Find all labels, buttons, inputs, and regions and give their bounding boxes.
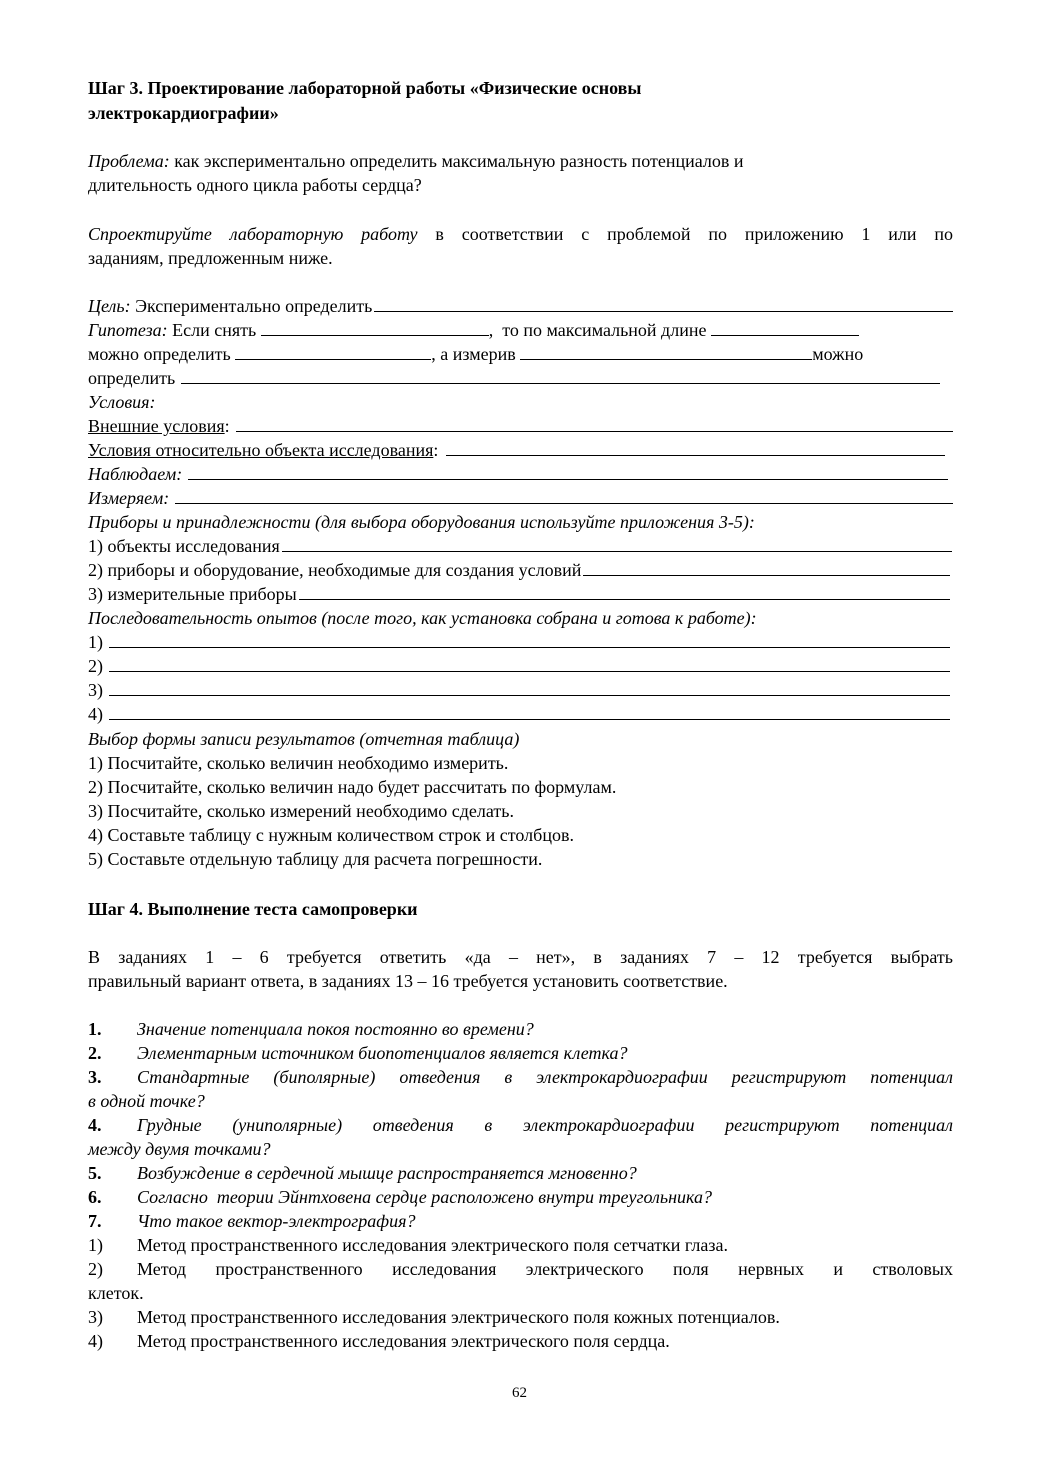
question-1: [88, 1017, 953, 1041]
goal-text: Экспериментально определить: [130, 296, 373, 316]
measure-label: Измеряем:: [88, 488, 170, 508]
hypothesis-blank3[interactable]: [235, 342, 431, 360]
option-number: 1): [88, 1235, 103, 1255]
hypothesis-text3: можно определить: [88, 344, 231, 364]
relative-conditions-label: Условия относительно объекта исследования: [88, 440, 434, 460]
external-conditions-blank[interactable]: [236, 414, 953, 432]
option-2-continuation: клеток.: [88, 1283, 144, 1303]
sequence-line-4: [88, 702, 950, 726]
design-text: в соответствии с проблемой по приложению 1 или по: [417, 224, 954, 244]
colon: :: [224, 416, 230, 436]
question-number: 1.: [88, 1019, 102, 1039]
goal-blank[interactable]: [374, 294, 953, 312]
step3-title-line1: Шаг 3. Проектирование лабораторной работы «Физические основы: [88, 78, 642, 98]
device-2-blank[interactable]: [583, 558, 950, 576]
device-3-blank[interactable]: [299, 582, 950, 600]
question-number: 4.: [88, 1115, 102, 1135]
option-text: Метод пространственного исследования электрического поля нервных и стволовых: [137, 1259, 953, 1279]
sequence-1-blank[interactable]: [109, 630, 950, 648]
external-conditions-line: [88, 414, 953, 438]
hypothesis-blank5[interactable]: [181, 366, 940, 384]
format-item-1: 1) Посчитайте, сколько величин необходимо измерить.: [88, 753, 509, 773]
relative-conditions-line: [88, 438, 945, 462]
design-label: Спроектируйте лабораторную работу: [88, 224, 418, 244]
measure-line: [88, 486, 953, 510]
question-text: Согласно теории Эйнтховена сердце расположено внутри треугольника?: [137, 1187, 712, 1207]
hypothesis-line1: [88, 318, 953, 342]
question-2: [88, 1041, 953, 1065]
step3-title-line2: электрокардиографии»: [88, 103, 279, 123]
hypothesis-blank1[interactable]: [261, 318, 489, 336]
question-text: Что такое вектор-электрография?: [137, 1211, 416, 1231]
sequence-2-num: 2): [88, 656, 103, 676]
external-conditions-label: Внешние условия: [88, 416, 225, 436]
question-text: Значение потенциала покоя постоянно во времени?: [137, 1019, 534, 1039]
question-4: [88, 1113, 953, 1137]
question-number: 7.: [88, 1211, 102, 1231]
question-number: 2.: [88, 1043, 102, 1063]
hypothesis-line3: [88, 366, 940, 390]
device-1-label: 1) объекты исследования: [88, 536, 280, 556]
question-7: [88, 1209, 953, 1233]
format-item-4: 4) Составьте таблицу с нужным количеством строк и столбцов.: [88, 825, 574, 845]
relative-conditions-blank[interactable]: [446, 438, 945, 456]
page-number: 62: [512, 1385, 527, 1401]
sequence-4-num: 4): [88, 704, 103, 724]
goal-label: Цель:: [88, 296, 131, 316]
sequence-3-num: 3): [88, 680, 103, 700]
problem-line1: [88, 149, 953, 173]
sequence-4-blank[interactable]: [109, 702, 950, 720]
devices-label: Приборы и принадлежности (для выбора оборудования используйте приложения 3-5):: [88, 512, 755, 532]
question-3-continuation: в одной точке?: [88, 1091, 205, 1111]
sequence-label: Последовательность опытов (после того, как установка собрана и готова к работе):: [88, 608, 757, 628]
option-number: 3): [88, 1307, 103, 1327]
observe-blank[interactable]: [188, 462, 948, 480]
device-line-2: [88, 558, 950, 582]
problem-line2: длительность одного цикла работы сердца?: [88, 175, 422, 195]
option-text: Метод пространственного исследования электрического поля кожных потенциалов.: [137, 1307, 780, 1327]
problem-label: Проблема:: [88, 151, 170, 171]
option-number: 2): [88, 1259, 103, 1279]
device-3-label: 3) измерительные приборы: [88, 584, 297, 604]
colon: :: [433, 440, 439, 460]
hypothesis-text2: , то по максимальной длине: [488, 320, 707, 340]
problem-text: как экспериментально определить максимальную разность потенциалов и: [169, 151, 744, 171]
sequence-line-1: [88, 630, 950, 654]
option-1: [88, 1233, 953, 1257]
question-text: Возбуждение в сердечной мышце распространяется мгновенно?: [137, 1163, 637, 1183]
hypothesis-text5: можно: [812, 344, 864, 364]
sequence-3-blank[interactable]: [109, 678, 950, 696]
conditions-label: Условия:: [88, 392, 156, 412]
step4-title: Шаг 4. Выполнение теста самопроверки: [88, 899, 418, 919]
hypothesis-blank2[interactable]: [711, 318, 859, 336]
option-number: 4): [88, 1331, 103, 1351]
option-3: [88, 1305, 953, 1329]
sequence-1-num: 1): [88, 632, 103, 652]
format-item-3: 3) Посчитайте, сколько измерений необходимо сделать.: [88, 801, 514, 821]
observe-line: [88, 462, 948, 486]
option-text: Метод пространственного исследования электрического поля сетчатки глаза.: [137, 1235, 728, 1255]
question-3: [88, 1065, 953, 1089]
design-line1: [88, 222, 953, 246]
device-line-1: [88, 534, 952, 558]
hypothesis-label: Гипотеза:: [88, 320, 168, 340]
option-2: [88, 1257, 953, 1281]
goal-line: [88, 294, 953, 318]
question-6: [88, 1185, 953, 1209]
device-line-3: [88, 582, 950, 606]
sequence-line-3: [88, 678, 950, 702]
hypothesis-text6: определить: [88, 368, 176, 388]
question-5: [88, 1161, 953, 1185]
option-text: Метод пространственного исследования электрического поля сердца.: [137, 1331, 670, 1351]
device-1-blank[interactable]: [282, 534, 952, 552]
hypothesis-line2: [88, 342, 953, 366]
option-4: [88, 1329, 953, 1353]
measure-blank[interactable]: [175, 486, 953, 504]
observe-label: Наблюдаем:: [88, 464, 183, 484]
question-4-continuation: между двумя точками?: [88, 1139, 271, 1159]
question-text: Грудные (униполярные) отведения в электрокардиографии регистрируют потенциал: [137, 1115, 953, 1135]
question-number: 5.: [88, 1163, 102, 1183]
question-text: Стандартные (биполярные) отведения в электрокардиографии регистрируют потенциал: [137, 1067, 953, 1087]
step4-intro-line2: правильный вариант ответа, в заданиях 13 – 16 требуется установить соответствие.: [88, 971, 728, 991]
question-number: 3.: [88, 1067, 102, 1087]
hypothesis-text1: Если снять: [167, 320, 257, 340]
question-number: 6.: [88, 1187, 102, 1207]
format-label: Выбор формы записи результатов (отчетная таблица): [88, 729, 520, 749]
question-text: Элементарным источником биопотенциалов является клетка?: [137, 1043, 628, 1063]
hypothesis-text4: , а измерив: [431, 344, 516, 364]
hypothesis-blank4[interactable]: [520, 342, 812, 360]
design-line2: заданиям, предложенным ниже.: [88, 248, 333, 268]
format-item-2: 2) Посчитайте, сколько величин надо будет рассчитать по формулам.: [88, 777, 617, 797]
device-2-label: 2) приборы и оборудование, необходимые для создания условий: [88, 560, 582, 580]
sequence-2-blank[interactable]: [109, 654, 950, 672]
sequence-line-2: [88, 654, 950, 678]
format-item-5: 5) Составьте отдельную таблицу для расчета погрешности.: [88, 849, 543, 869]
step4-intro-line1: В заданиях 1 – 6 требуется ответить «да – нет», в заданиях 7 – 12 требуется выбрать: [88, 947, 953, 967]
